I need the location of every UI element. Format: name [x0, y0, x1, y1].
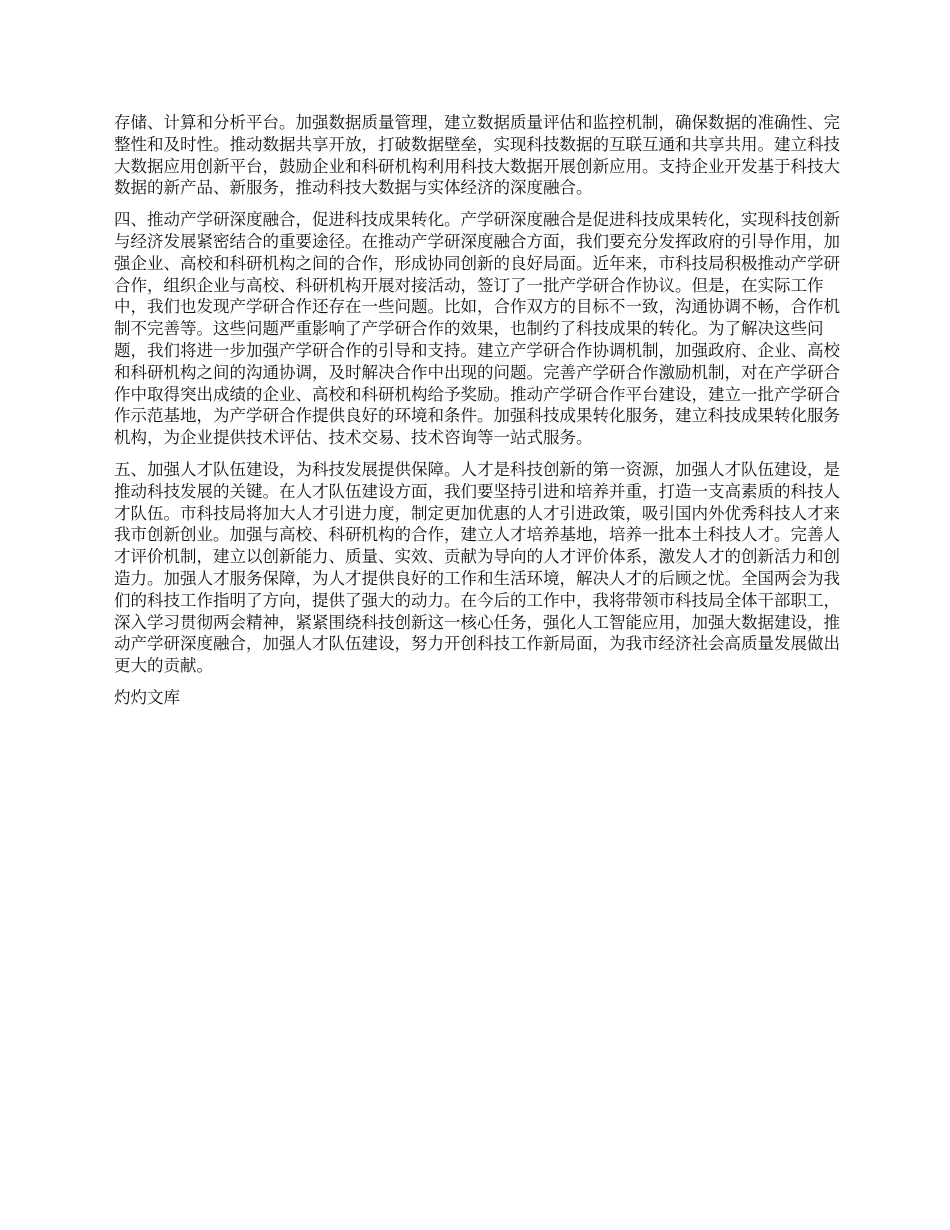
paragraph-talent-team: 五、加强人才队伍建设，为科技发展提供保障。人才是科技创新的第一资源，加强人才队伍建设，是推动科技发展的关键。在人才队伍建设方面，我们要坚持引进和培养并重，打造一支高素质的科技人才队伍。市科技局将加大人才引进力度，制定更加优惠的人才引进政策，吸引国内外优秀科技人才来我市创新创业。加强与高校、科研机构的合作，建立人才培养基地，培养一批本土科技人才。完善人才评价机制，建立以创新能力、质量、实效、贡献为导向的人才评价体系，激发人才的创新活力和创造力。加强人才服务保障，为人才提供良好的工作和生活环境，解决人才的后顾之忧。全国两会为我们的科技工作指明了方向，提供了强大的动力。在今后的工作中，我将带领市科技局全体干部职工，深入学习贯彻两会精神，紧紧围绕科技创新这一核心任务，强化人工智能应用，加强大数据建设，推动产学研深度融合，加强人才队伍建设，努力开创科技工作新局面，为我市经济社会高质量发展做出更大的贡献。: [114, 459, 840, 676]
document-body: [114, 112, 840, 709]
footer-source-label: 灼灼文库: [114, 687, 180, 707]
paragraph-industry-university-research: 四、推动产学研深度融合，促进科技成果转化。产学研深度融合是促进科技成果转化，实现科技创新与经济发展紧密结合的重要途径。在推动产学研深度融合方面，我们要充分发挥政府的引导作用，加强企业、高校和科研机构之间的合作，形成协同创新的良好局面。近年来，市科技局积极推动产学研合作，组织企业与高校、科研机构开展对接活动，签订了一批产学研合作协议。但是，在实际工作中，我们也发现产学研合作还存在一些问题。比如，合作双方的目标不一致，沟通协调不畅，合作机制不完善等。这些问题严重影响了产学研合作的效果，也制约了科技成果的转化。为了解决这些问题，我们将进一步加强产学研合作的引导和支持。建立产学研合作协调机制，加强政府、企业、高校和科研机构之间的沟通协调，及时解决合作中出现的问题。完善产学研合作激励机制，对在产学研合作中取得突出成绩的企业、高校和科研机构给予奖励。推动产学研合作平台建设，建立一批产学研合作示范基地，为产学研合作提供良好的环境和条件。加强科技成果转化服务，建立科技成果转化服务机构，为企业提供技术评估、技术交易、技术咨询等一站式服务。: [114, 210, 840, 448]
paragraph-data-platform: 存储、计算和分析平台。加强数据质量管理，建立数据质量评估和监控机制，确保数据的准确性、完整性和及时性。推动数据共享开放，打破数据壁垒，实现科技数据的互联互通和共享共用。建立科技大数据应用创新平台，鼓励企业和科研机构利用科技大数据开展创新应用。支持企业开发基于科技大数据的新产品、新服务，推动科技大数据与实体经济的深度融合。: [114, 113, 840, 198]
